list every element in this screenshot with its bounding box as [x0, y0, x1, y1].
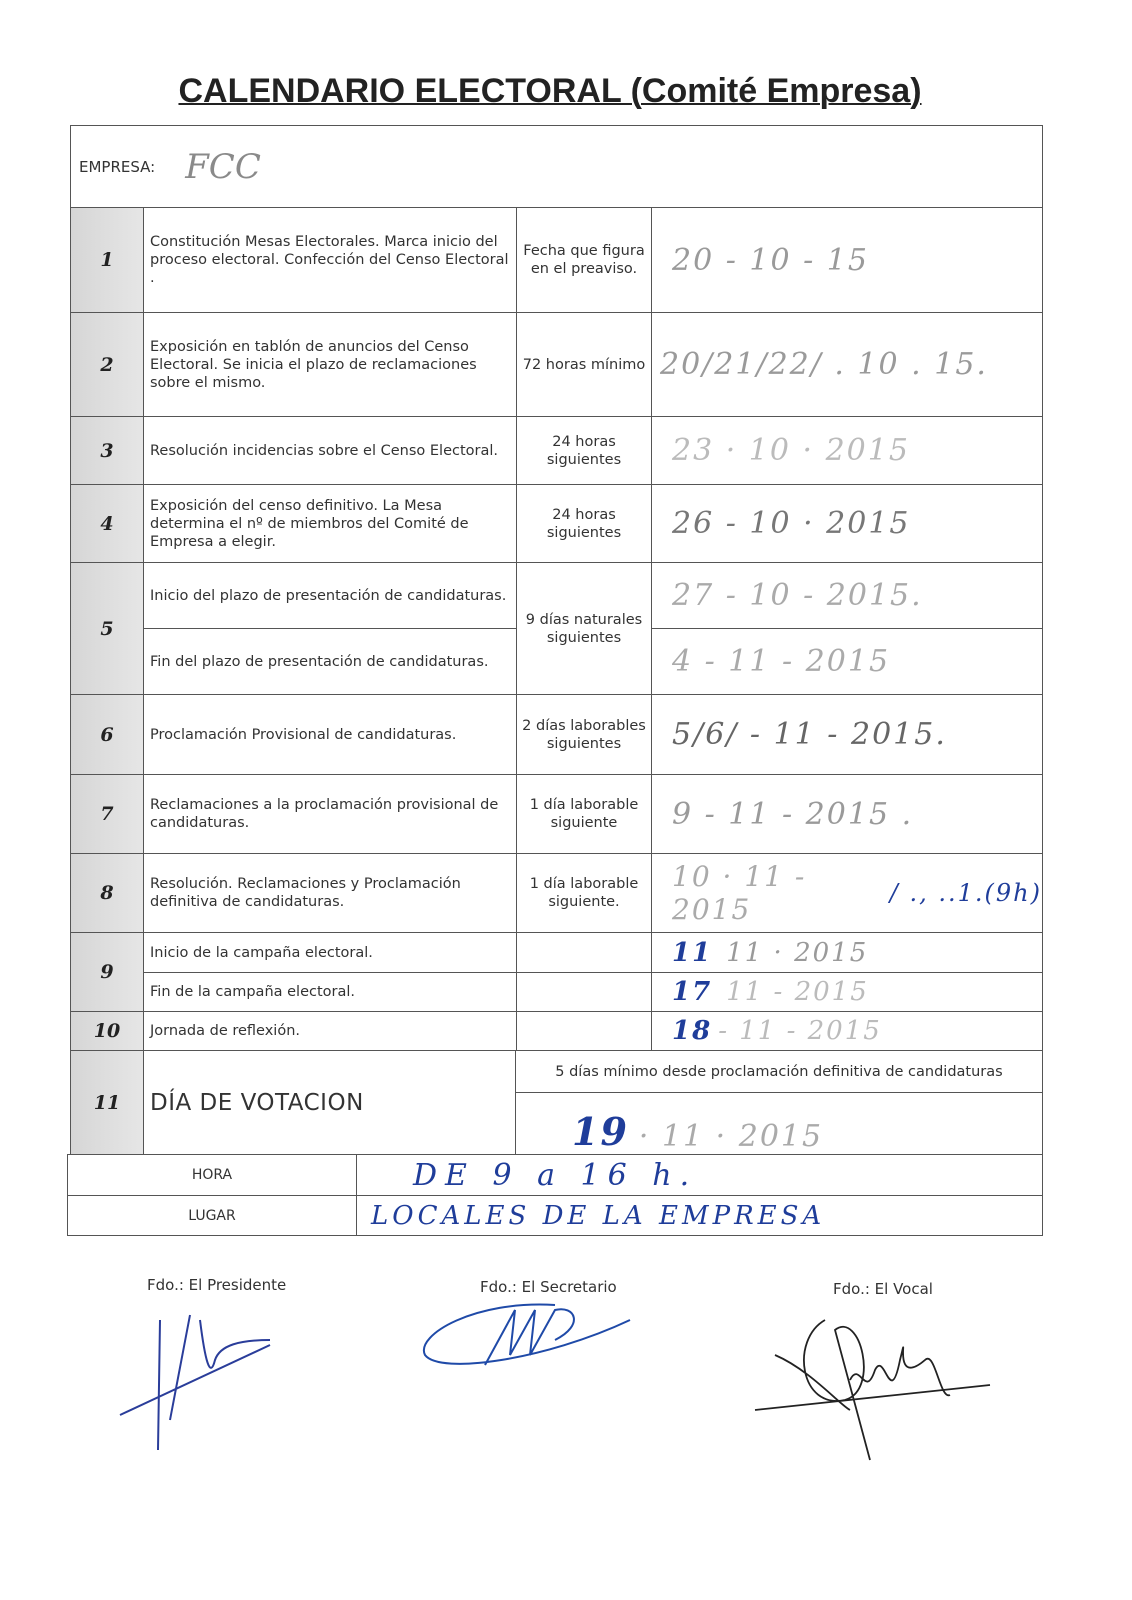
lugar-label: LUGAR — [67, 1195, 357, 1236]
row-period: 24 horas siguientes — [516, 416, 652, 485]
empresa-label: EMPRESA: — [79, 157, 156, 176]
row-date: 23 · 10 · 2015 — [651, 416, 1043, 485]
president-signature — [100, 1300, 300, 1470]
row-date-end: 4 - 11 - 2015 — [651, 628, 1043, 695]
row-date — [651, 1011, 1043, 1051]
row-date — [515, 1092, 1043, 1155]
row-date: 26 - 10 · 2015 — [651, 484, 1043, 563]
date-value: · 11 · 2015 — [638, 1119, 824, 1154]
empresa-value: FCC — [185, 146, 261, 187]
row-description: Resolución incidencias sobre el Censo Electoral. — [143, 416, 517, 485]
page-title: CALENDARIO ELECTORAL (Comité Empresa) — [178, 72, 922, 110]
signature-label-secretary: Fdo.: El Secretario — [480, 1278, 617, 1296]
hora-value: DE 9 a 16 h. — [356, 1154, 1043, 1196]
row-period-empty — [516, 972, 652, 1012]
row-period: 24 horas siguientes — [516, 484, 652, 563]
date-value: 11 · 2015 — [726, 937, 869, 968]
row-period: 5 días mínimo desde proclamación definitiva de candidaturas — [515, 1050, 1043, 1093]
row-description: Inicio de la campaña electoral. — [143, 932, 517, 973]
row-date — [651, 932, 1043, 973]
row-number: 2 — [70, 312, 144, 417]
row-date-end — [651, 972, 1043, 1012]
row-date: 20 - 10 - 15 — [651, 207, 1043, 313]
row-description: Constitución Mesas Electorales. Marca inicio del proceso electoral. Confección del Censo Electoral . — [143, 207, 517, 313]
row-number: 9 — [70, 932, 144, 1012]
row-description: Resolución. Reclamaciones y Proclamación definitiva de candidaturas. — [143, 853, 517, 933]
row-period: 2 días laborables siguientes — [516, 694, 652, 775]
signature-label-vocal: Fdo.: El Vocal — [833, 1280, 933, 1298]
row-number: 4 — [70, 484, 144, 563]
row-description: Inicio del plazo de presentación de candidaturas. — [143, 562, 517, 629]
row-date: 9 - 11 - 2015 . — [651, 774, 1043, 854]
row-number: 1 — [70, 207, 144, 313]
row-description: Proclamación Provisional de candidaturas. — [143, 694, 517, 775]
date-value: 11 - 2015 — [726, 977, 869, 1007]
row-description: Exposición del censo definitivo. La Mesa determina el nº de miembros del Comité de Empresa a elegir. — [143, 484, 517, 563]
row-period: Fecha que figura en el preaviso. — [516, 207, 652, 313]
vocal-signature — [750, 1300, 1000, 1470]
row-number: 6 — [70, 694, 144, 775]
row-date: 5/6/ - 11 - 2015. — [651, 694, 1043, 775]
row-number: 7 — [70, 774, 144, 854]
date-prefix: 11 — [672, 937, 713, 968]
date-value: 10 · 11 - 2015 — [672, 860, 807, 926]
date-value: - 11 - 2015 — [718, 1016, 882, 1046]
row-period: 1 día laborable siguiente. — [516, 853, 652, 933]
row-number: 5 — [70, 562, 144, 695]
row-period: 1 día laborable siguiente — [516, 774, 652, 854]
empresa-row — [70, 125, 1043, 208]
row-description: DÍA DE VOTACION — [143, 1050, 516, 1155]
secretary-signature — [415, 1295, 645, 1385]
row-description: Jornada de reflexión. — [143, 1011, 517, 1051]
row-period-empty — [516, 932, 652, 973]
row-description-end: Fin de la campaña electoral. — [143, 972, 517, 1012]
lugar-value: LOCALES DE LA EMPRESA — [356, 1195, 1043, 1236]
row-description-end: Fin del plazo de presentación de candidaturas. — [143, 628, 517, 695]
date-note: / ., ..1.(9h) — [889, 879, 1042, 907]
row-number: 8 — [70, 853, 144, 933]
row-period: 9 días naturales siguientes — [516, 562, 652, 695]
row-date — [651, 853, 1043, 933]
row-number: 10 — [70, 1011, 144, 1051]
row-date: 20/21/22/ . 10 . 15. — [651, 312, 1043, 417]
date-prefix: 18 — [672, 1016, 713, 1046]
signature-label-president: Fdo.: El Presidente — [147, 1276, 287, 1294]
row-number: 3 — [70, 416, 144, 485]
date-prefix: 17 — [672, 977, 713, 1007]
row-description: Exposición en tablón de anuncios del Censo Electoral. Se inicia el plazo de reclamaciones sobre el mismo. — [143, 312, 517, 417]
row-description: Reclamaciones a la proclamación provisional de candidaturas. — [143, 774, 517, 854]
hora-label: HORA — [67, 1154, 357, 1196]
row-period: 72 horas mínimo — [516, 312, 652, 417]
date-prefix: 19 — [572, 1109, 629, 1154]
row-date: 27 - 10 - 2015. — [651, 562, 1043, 629]
row-period-empty — [516, 1011, 652, 1051]
row-number: 11 — [70, 1050, 144, 1155]
